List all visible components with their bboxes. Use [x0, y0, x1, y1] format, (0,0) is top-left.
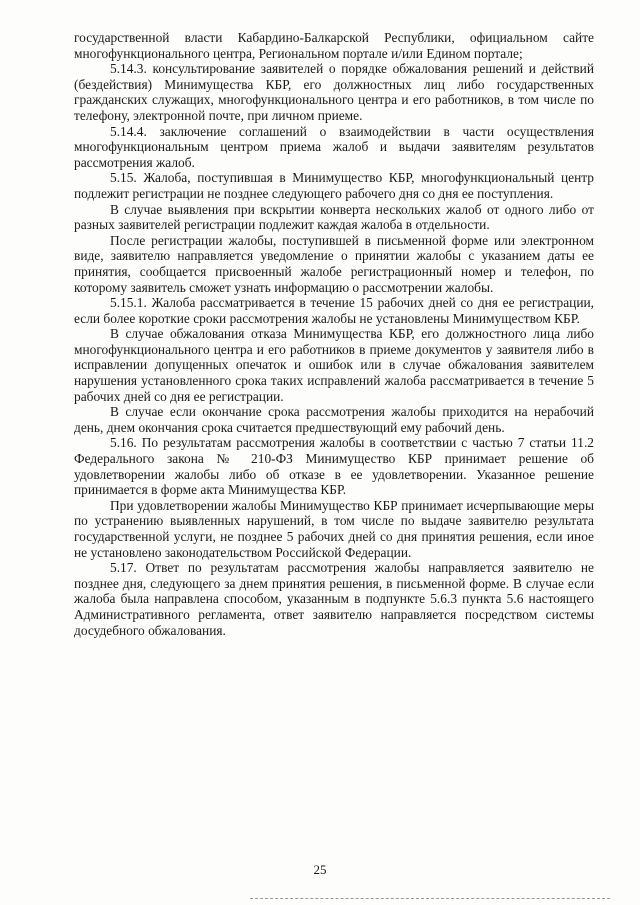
- paragraph: После регистрации жалобы, поступившей в письменной форме или электронном виде, заявителю направляется уведомление о принятии жалобы с указанием даты ее принятия, сообщается присвоенный жалобе регистрационный номер и телефон, по которому заявитель сможет узнать информацию о рассмотрении жалобы.: [74, 232, 594, 295]
- paragraph: В случае обжалования отказа Минимущества КБР, его должностного лица либо многофункционального центра и его работников в приеме документов у заявителя либо в исправлении допущенных опечаток и ошибок или в случае обжалования заявителем нарушения установленного срока таких исправлений жалоба рассматривается в течение 5 рабочих дней со дня ее регистрации.: [74, 326, 594, 404]
- paragraph: 5.14.4. заключение соглашений о взаимодействии в части осуществления многофункциональным центром приема жалоб и выдачи заявителям результатов рассмотрения жалоб.: [74, 123, 594, 170]
- scan-edge-artifact: [250, 898, 610, 901]
- paragraph: 5.14.3. консультирование заявителей о порядке обжалования решений и действий (бездействия) Минимущества КБР, его должностных лиц либо государственных гражданских служащих, многофункционального центра и его работников, в том числе по телефону, электронной почте, при личном приеме.: [74, 61, 594, 123]
- document-body: [74, 30, 594, 638]
- paragraph: 5.15.1. Жалоба рассматривается в течение 15 рабочих дней со дня ее регистрации, если более короткие сроки рассмотрения жалобы не установлены Минимуществом КБР.: [74, 295, 594, 326]
- page-number: 25: [313, 862, 327, 877]
- paragraph: При удовлетворении жалобы Минимущество КБР принимает исчерпывающие меры по устранению выявленных нарушений, в том числе по выдаче заявителю результата государственной услуги, не позднее 5 рабочих дней со дня принятия решения, если иное не установлено законодательством Российской Федерации.: [74, 497, 594, 560]
- paragraph: В случае выявления при вскрытии конверта нескольких жалоб от одного либо от разных заявителей регистрации подлежит каждая жалоба в отдельности.: [74, 201, 594, 233]
- paragraph: 5.15. Жалоба, поступившая в Минимущество КБР, многофункциональный центр подлежит регистрации не позднее следующего рабочего дня со дня ее поступления.: [74, 170, 594, 201]
- paragraph: 5.17. Ответ по результатам рассмотрения жалобы направляется заявителю не позднее дня, следующего за днем принятия решения, в письменной форме. В случае если жалоба была направлена способом, указанным в подпункте 5.6.3 пункта 5.6 настоящего Административного регламента, ответ заявителю направляется посредством системы досудебного обжалования.: [74, 560, 594, 638]
- paragraph: В случае если окончание срока рассмотрения жалобы приходится на нерабочий день, днем окончания срока считается предшествующий ему рабочий день.: [74, 404, 594, 435]
- paragraph: государственной власти Кабардино-Балкарской Республики, официальном сайте многофункционального центра, Региональном портале и/или Едином портале;: [74, 30, 594, 61]
- paragraph: 5.16. По результатам рассмотрения жалобы в соответствии с частью 7 статьи 11.2 Федерального закона № 210-ФЗ Минимущество КБР принимает решение об удовлетворении жалобы либо об отказе в ее удовлетворении. Указанное решение принимается в форме акта Минимущества КБР.: [74, 435, 594, 498]
